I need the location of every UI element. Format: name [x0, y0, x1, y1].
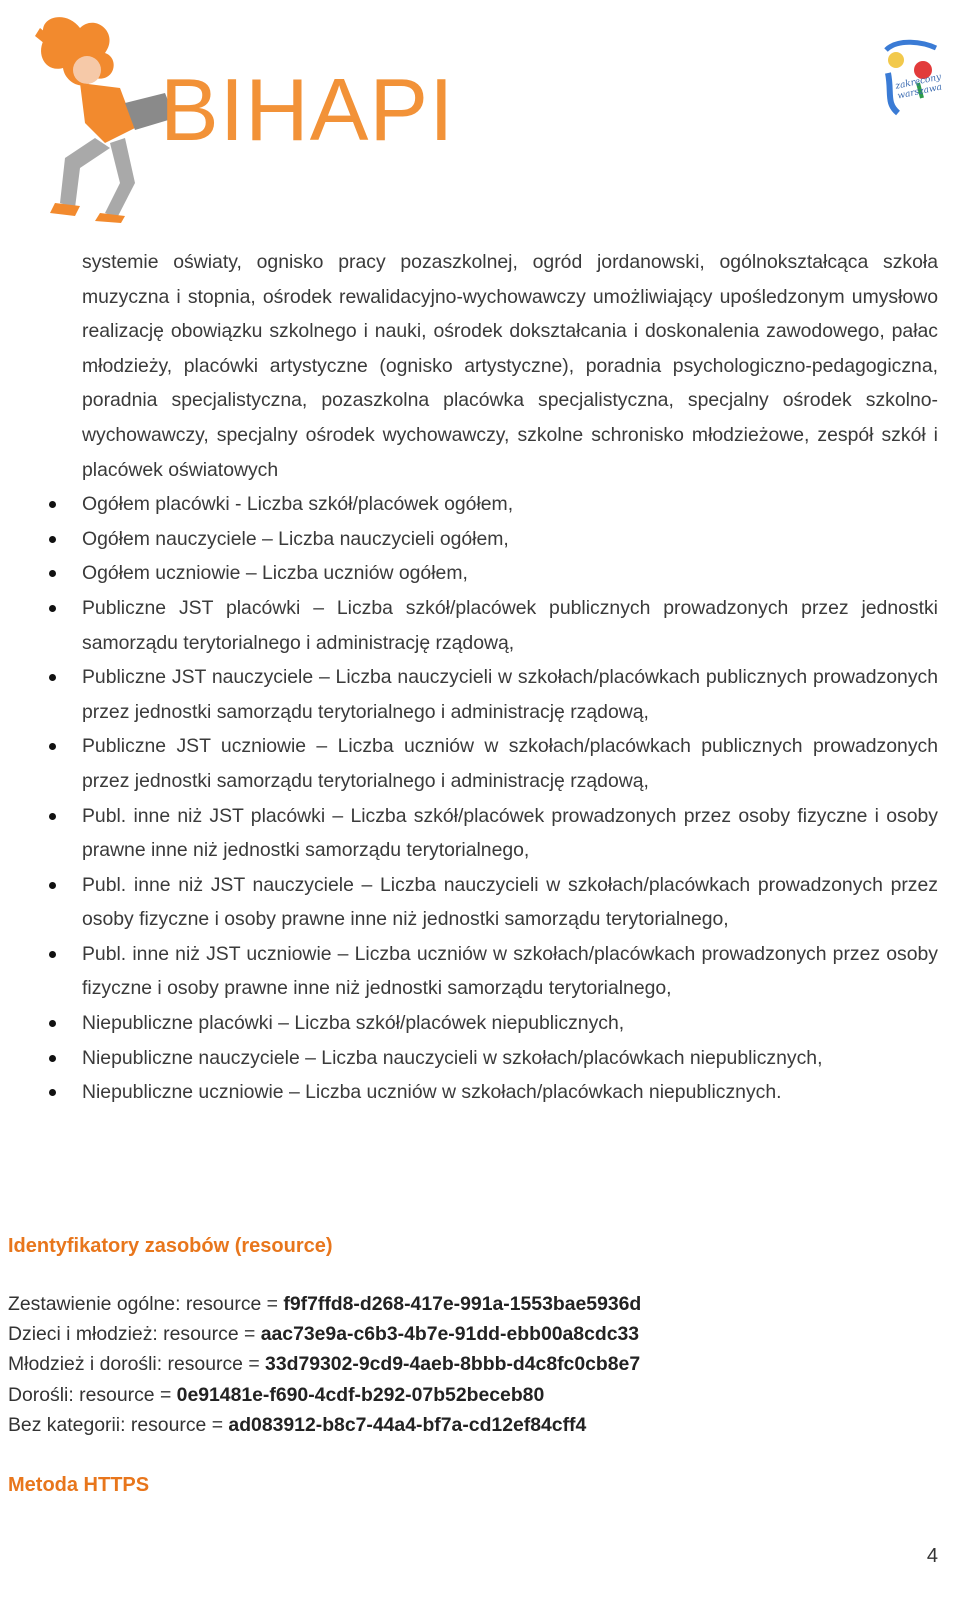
partner-logo-text: zakręcony warszawa [894, 72, 943, 102]
resource-id: 33d79302-9cd9-4aeb-8bbb-d4c8fc0cb8e7 [265, 1353, 641, 1376]
resource-label: Bez kategorii: resource = [8, 1413, 229, 1436]
list-item: Ogółem placówki - Liczba szkół/placówek ogółem, [82, 487, 938, 522]
resource-row [8, 1319, 641, 1349]
list-item: Niepubliczne nauczyciele – Liczba nauczycieli w szkołach/placówkach niepublicznych, [82, 1041, 938, 1076]
resource-id: ad083912-b8c7-44a4-bf7a-cd12ef84cff4 [228, 1413, 587, 1436]
resource-label: Dorośli: resource = [8, 1383, 177, 1406]
list-item: Ogółem nauczyciele – Liczba nauczycieli ogółem, [82, 522, 938, 557]
resources-list [8, 1289, 641, 1440]
list-item: Publiczne JST uczniowie – Liczba uczniów w szkołach/placówkach publicznych prowadzonych przez jednostki samorządu terytorialnego i administrację rządową, [82, 729, 938, 798]
list-item: Publiczne JST placówki – Liczba szkół/placówek publicznych prowadzonych przez jednostki samorządu terytorialnego i administrację rządową, [82, 591, 938, 660]
resource-id: aac73e9a-c6b3-4b7e-91dd-ebb00a8cdc33 [260, 1323, 640, 1346]
list-item: Publ. inne niż JST nauczyciele – Liczba nauczycieli w szkołach/placówkach prowadzonych przez osoby fizyczne i osoby prawne inne niż jednostki samorządu terytorialnego, [82, 868, 938, 937]
resource-row [8, 1410, 641, 1440]
resource-label: Zestawienie ogólne: resource = [8, 1293, 284, 1315]
resource-id: 0e91481e-f690-4cdf-b292-07b52beceb80 [176, 1383, 545, 1406]
list-item: Publ. inne niż JST placówki – Liczba szkół/placówek prowadzonych przez osoby fizyczne i osoby prawne inne niż jednostki samorządu terytorialnego, [82, 799, 938, 868]
list-item: Niepubliczne uczniowie – Liczba uczniów w szkołach/placówkach niepublicznych. [82, 1075, 938, 1110]
page-number: 4 [926, 1545, 938, 1567]
resources-heading: Identyfikatory zasobów (resource) [8, 1235, 333, 1257]
list-item: Ogółem uczniowie – Liczba uczniów ogółem, [82, 556, 938, 591]
indicator-list [82, 487, 938, 1110]
brand-wordmark: BIHAPI [160, 60, 455, 159]
resource-row [8, 1289, 641, 1319]
main-content [82, 245, 938, 1110]
resource-row [8, 1380, 641, 1410]
resource-label: Dzieci i młodzież: resource = [8, 1323, 261, 1346]
list-item: Niepubliczne placówki – Liczba szkół/placówek niepublicznych, [82, 1006, 938, 1041]
list-item: Publiczne JST nauczyciele – Liczba nauczycieli w szkołach/placówkach publicznych prowadzonych przez jednostki samorządu terytorialnego i administrację rządową, [82, 660, 938, 729]
list-item: Publ. inne niż JST uczniowie – Liczba uczniów w szkołach/placówkach prowadzonych przez osoby fizyczne i osoby prawne inne niż jednostki samorządu terytorialnego, [82, 937, 938, 1006]
resource-label: Młodzież i dorośli: resource = [8, 1353, 266, 1376]
resource-row [8, 1349, 641, 1379]
resource-id: f9f7ffd8-d268-417e-991a-1553bae5936d [283, 1293, 642, 1315]
page-header [0, 0, 960, 230]
method-heading: Metoda HTTPS [8, 1474, 150, 1496]
intro-paragraph: systemie oświaty, ognisko pracy pozaszkolnej, ogród jordanowski, ogólnokształcąca szkoła muzyczna i stopnia, ośrodek rewalidacyjno-wychowawczy umożliwiający upośledzonym umysłowo realizację obowiązku szkolnego i nauki, ośrodek dokształcania i doskonalenia zawodowego, pałac młodzieży, placówki artystyczne (ognisko artystyczne), poradnia psychologiczno-pedagogiczna, poradnia specjalistyczna, pozaszkolna placówka specjalistyczna, specjalny ośrodek szkolno-wychowawczy, specjalny ośrodek wychowawczy, szkolne schronisko młodzieżowe, zespół szkół i placówek oświatowych [82, 251, 938, 481]
